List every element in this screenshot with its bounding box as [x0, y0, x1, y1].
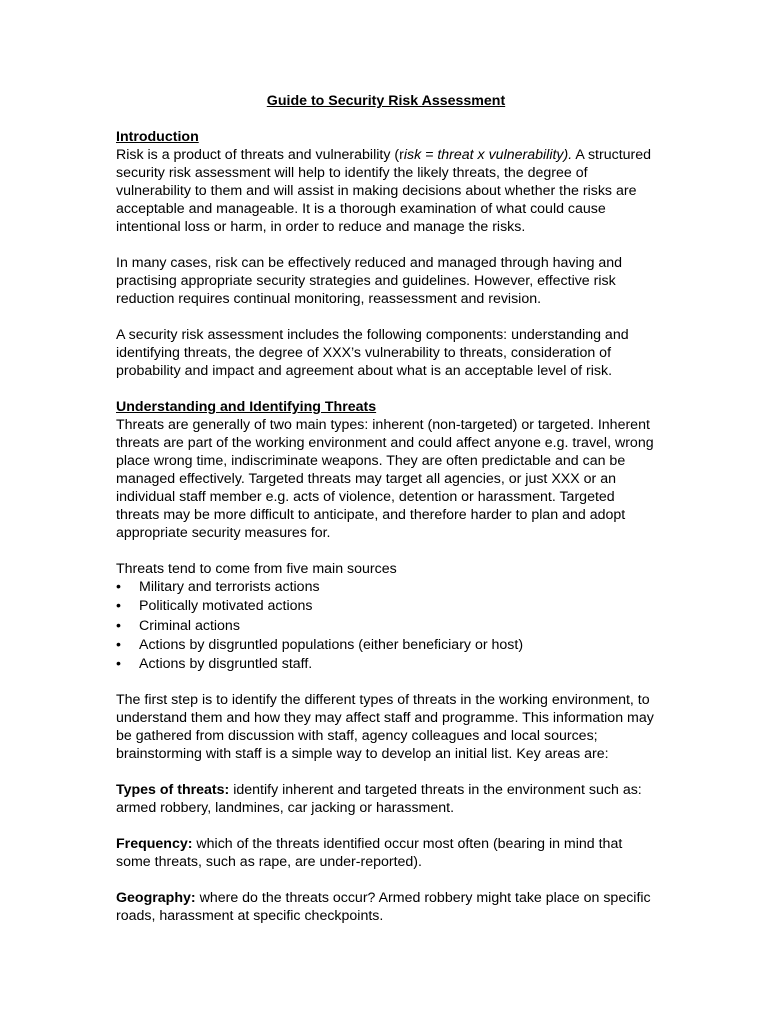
introduction-paragraph-2: In many cases, risk can be effectively reduced and managed through having and practising appropriate security strategies and guidelines. However, effective risk reduction requires continual monitoring, reassessment and revision.	[116, 255, 623, 307]
intro-p1-text-c: A structured security risk assessment will help to identify the likely threats, the degree of vulnerability to them and will assist in making decisions about whether the risks are acceptable and manageable. It is a thorough examination of what could cause intentional loss or harm, in order to reduce and manage the risks.	[116, 147, 652, 235]
threats-paragraph-2: The first step is to identify the different types of threats in the working environment, to understand them and how they may affect staff and programme. This information may be gathered from discussion with staff, agency colleagues and local sources; brainstorming with staff is a simple way to develop an initial list. Key areas are:	[116, 692, 654, 763]
list-item-text: Politically motivated actions	[139, 598, 313, 615]
key-area-text: where do the threats occur? Armed robbery might take place on specific roads, harassment at specific checkpoints.	[116, 890, 651, 925]
document-page	[116, 92, 656, 943]
bullet-icon: •	[116, 656, 121, 673]
list-item-text: Military and terrorists actions	[139, 579, 320, 595]
threats-heading: Understanding and Identifying Threats	[116, 399, 377, 415]
list-item	[116, 655, 656, 673]
bullet-icon: •	[116, 636, 121, 653]
document-title: Guide to Security Risk Assessment	[266, 93, 506, 109]
introduction-section	[116, 128, 656, 380]
bullet-icon: •	[116, 598, 121, 615]
threat-sources-list	[116, 578, 656, 673]
key-area-types	[116, 781, 656, 817]
bullet-icon: •	[116, 617, 121, 634]
list-item	[116, 597, 656, 615]
introduction-paragraph-3: A security risk assessment includes the following components: understanding and identifying threats, the degree of XXX’s vulnerability to threats, consideration of probability and impact and agreement about what is an acceptable level of risk.	[116, 327, 629, 379]
threat-sources-intro: Threats tend to come from five main sources	[116, 561, 397, 577]
key-area-term: Types of threats:	[116, 782, 230, 799]
threats-section	[116, 398, 656, 925]
risk-formula: isk = threat x vulnerability).	[403, 147, 573, 163]
introduction-paragraph-1	[116, 146, 656, 236]
introduction-heading: Introduction	[116, 129, 199, 145]
list-item	[116, 578, 656, 596]
key-area-text: identify inherent and targeted threats in the environment such as: armed robbery, landmines, car jacking or harassment.	[116, 782, 642, 817]
intro-p1-text-a: Risk is a product of threats and vulnerability (r	[116, 147, 404, 163]
threats-paragraph-1: Threats are generally of two main types: inherent (non-targeted) or targeted. Inherent threats are part of the working environment and could affect anyone e.g. travel, wrong place wrong time, indiscriminate weapons. They are often predictable and can be managed effectively. Targeted threats may target all agencies, or just XXX or an individual staff member e.g. acts of violence, detention or harassment. Targeted threats may be more difficult to anticipate, and therefore harder to plan and adopt appropriate security measures for.	[116, 417, 654, 541]
bullet-icon: •	[116, 579, 121, 595]
key-area-term: Frequency:	[116, 836, 193, 853]
list-item	[116, 617, 656, 635]
key-area-term: Geography:	[116, 890, 196, 907]
list-item-text: Actions by disgruntled staff.	[139, 656, 313, 673]
list-item-text: Criminal actions	[139, 617, 240, 634]
key-area-geography	[116, 889, 656, 925]
list-item	[116, 636, 656, 654]
key-area-frequency	[116, 835, 656, 871]
key-area-text: which of the threats identified occur most often (bearing in mind that some threats, such as rape, are under-reported).	[116, 836, 623, 871]
list-item-text: Actions by disgruntled populations (either beneficiary or host)	[139, 636, 524, 653]
